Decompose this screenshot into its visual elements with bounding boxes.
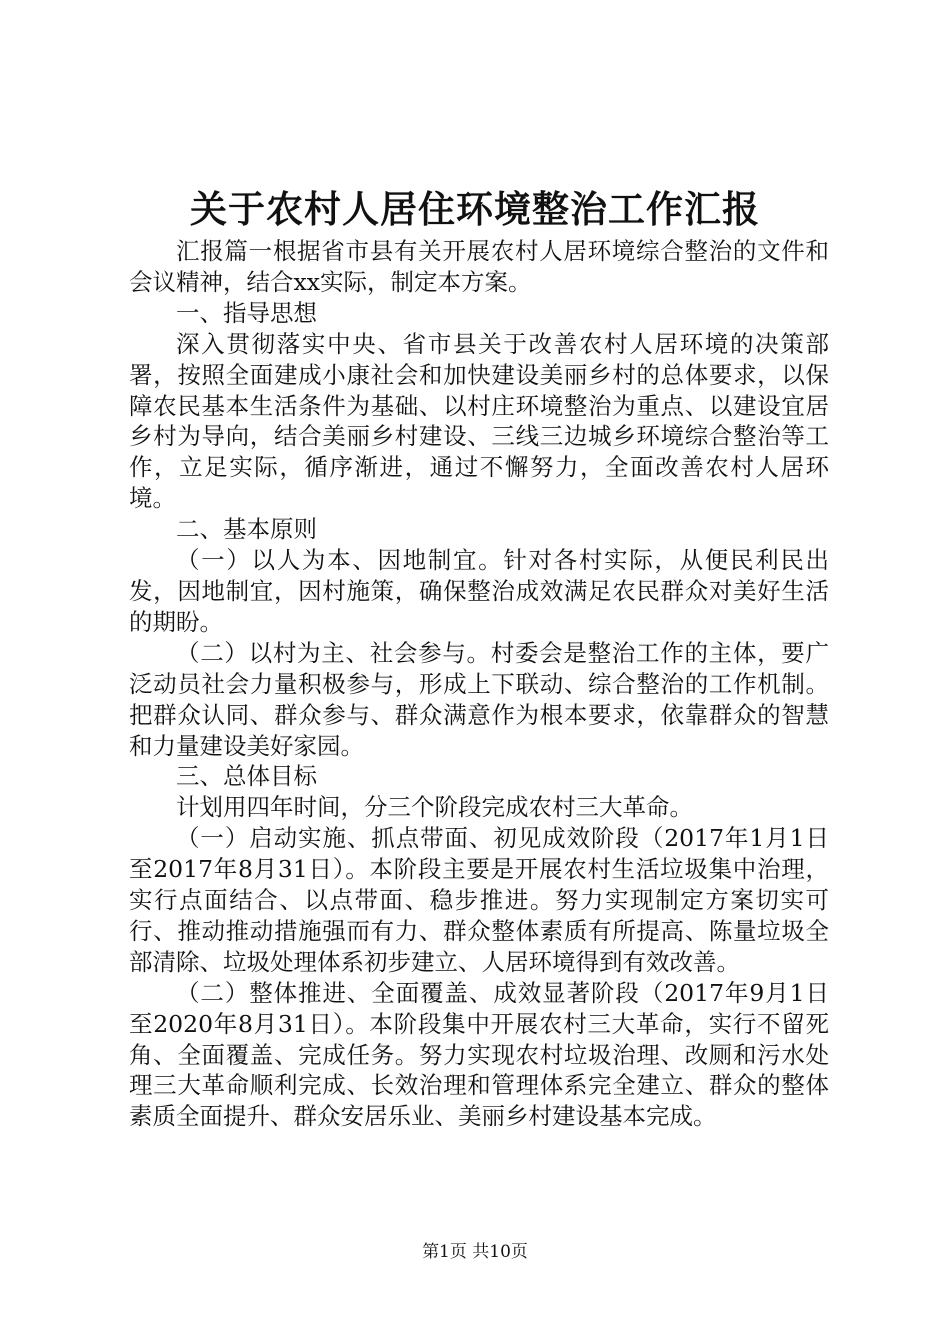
paragraph-goal-stage-2: （二）整体推进、全面覆盖、成效显著阶段（2017年9月1日至2020年8月31日）。本阶段集中开展农村三大革命，实行不留死角、全面覆盖、完成任务。努力实现农村垃圾治理、改厕和污水处理三大革命顺利完成、长效治理和管理体系完全建立、群众的整体素质全面提升、群众安居乐业、美丽乡村建设基本完成。 xyxy=(129,978,829,1131)
section-heading-guiding-thought: 一、指导思想 xyxy=(176,298,317,327)
section-heading-basic-principles: 二、基本原则 xyxy=(176,515,317,544)
section-heading-overall-goals: 三、总体目标 xyxy=(176,762,317,791)
paragraph-principle-1: （一）以人为本、因地制宜。针对各村实际，从便民利民出发，因地制宜，因村施策，确保整治成效满足农民群众对美好生活的期盼。 xyxy=(129,546,829,636)
paragraph-goal-stage-1: （一）启动实施、抓点带面、初见成效阶段（2017年1月1日至2017年8月31日）。本阶段主要是开展农村生活垃圾集中治理，实行点面结合、以点带面、稳步推进。努力实现制定方案切实可行、推动推动措施强而有力、群众整体素质有所提高、陈量垃圾全部清除、垃圾处理体系初步建立、人居环境得到有效改善。 xyxy=(129,824,829,976)
page-footer: 第1页 共10页 xyxy=(422,1242,528,1262)
paragraph-goal-plan: 计划用四年时间，分三个阶段完成农村三大革命。 xyxy=(176,793,693,822)
paragraph-guiding-thought: 深入贯彻落实中央、省市县关于改善农村人居环境的决策部署，按照全面建成小康社会和加快建设美丽乡村的总体要求，以保障农民基本生活条件为基础、以村庄环境整治为重点、以建设宜居乡村为导向，结合美丽乡村建设、三线三边城乡环境综合整治等工作，立足实际，循序渐进，通过不懈努力，全面改善农村人居环境。 xyxy=(129,329,829,513)
document-body xyxy=(129,236,829,1132)
document-title: 关于农村人居住环境整治工作汇报 xyxy=(190,187,760,231)
paragraph-principle-2: （二）以村为主、社会参与。村委会是整治工作的主体，要广泛动员社会力量积极参与，形成上下联动、综合整治的工作机制。把群众认同、群众参与、群众满意作为根本要求，依靠群众的智慧和力量建设美好家园。 xyxy=(129,638,829,760)
paragraph-intro: 汇报篇一根据省市县有关开展农村人居环境综合整治的文件和会议精神，结合xx实际，制定本方案。 xyxy=(129,237,829,296)
